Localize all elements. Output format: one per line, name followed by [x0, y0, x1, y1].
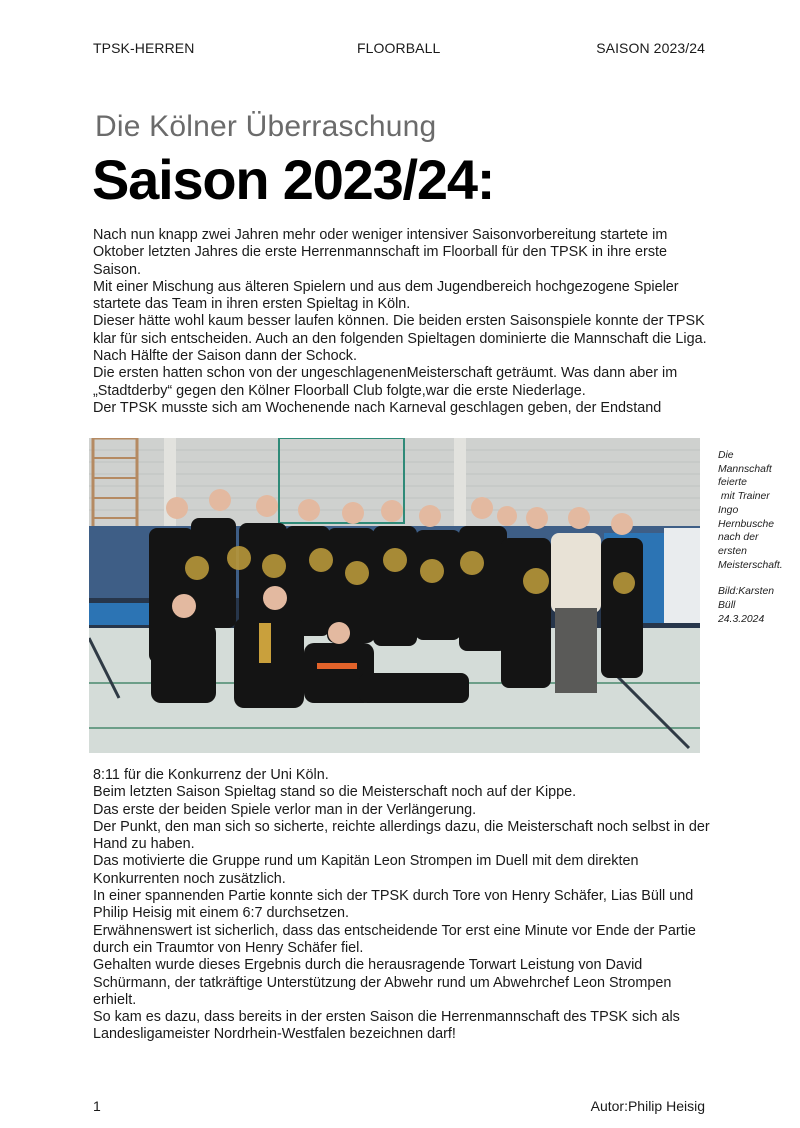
- running-footer: [93, 1098, 705, 1114]
- paragraph: Beim letzten Saison Spieltag stand so die Meisterschaft noch auf der Kippe.: [93, 784, 577, 801]
- caption-line: nach der: [718, 532, 759, 544]
- article-kicker: Die Kölner Überraschung: [95, 110, 437, 143]
- paragraph: Der TPSK musste sich am Wochenende nach Karneval geschlagen geben, der Endstand: [93, 399, 662, 416]
- article-title: Saison 2023/24:: [92, 148, 495, 211]
- article-continuation: [93, 767, 713, 1044]
- paragraph: Nach nun knapp zwei Jahren mehr oder weniger intensiver Saisonvorbereitung startete im Oktober letzten Jahres die erste Herrenmannschaft im Floorball für den TPSK in ihre erste Saison.: [93, 227, 668, 278]
- paragraph: Mit einer Mischung aus älteren Spielern und aus dem Jugendbereich hochgezogene Spieler startete das Team in ihren ersten Spieltag in Köln.: [93, 278, 679, 313]
- article-intro: [93, 227, 713, 417]
- team-photo-illustration: [89, 438, 700, 753]
- photo-caption: [718, 449, 796, 626]
- photo-credit: Bild:Karsten: [718, 586, 775, 598]
- header-center: FLOORBALL: [357, 40, 441, 56]
- photo-date: 24.3.2024: [718, 613, 765, 625]
- caption-line: Hernbusche: [718, 518, 775, 530]
- paragraph: So kam es dazu, dass bereits in der ersten Saison die Herrenmannschaft des TPSK sich als Landesligameister Nordrhein-Westfalen bezeichnen darf!: [93, 1009, 680, 1043]
- paragraph: Dieser hätte wohl kaum besser laufen können. Die beiden ersten Saisonspiele konnte der TPSK klar für sich entscheiden. Auch an den folgenden Spieltagen dominierte die Mannschaft die Liga. Nach Hälfte der Saison dann der Schock.: [93, 313, 707, 365]
- caption-line: Meisterschaft.: [718, 559, 783, 571]
- paragraph: In einer spannenden Partie konnte sich der TPSK durch Tore von Henry Schäfer, Lias Büll und Philip Heisig mit einem 6:7 durchsetzen.: [93, 888, 694, 922]
- caption-line: feierte: [718, 477, 747, 489]
- paragraph: Das erste der beiden Spiele verlor man in der Verlängerung.: [93, 801, 477, 818]
- paragraph: Gehalten wurde dieses Ergebnis durch die herausragende Torwart Leistung von David Schürmann, der tatkräftige Unterstützung der Abwehr rund um Abwehrchef Leon Strompen erhielt.: [93, 957, 672, 1008]
- team-photo: [89, 438, 700, 753]
- paragraph: Die ersten hatten schon von der ungeschlagenenMeisterschaft geträumt. Was dann aber im „Stadtderby“ gegen den Kölner Floorball Club folgte,war die erste Niederlage.: [93, 365, 678, 399]
- page-number: 1: [93, 1098, 101, 1114]
- photo-credit: Büll: [718, 600, 736, 612]
- paragraph: Der Punkt, den man sich so sicherte, reichte allerdings dazu, die Meisterschaft noch selbst in der Hand zu haben.: [93, 818, 710, 853]
- caption-line: ersten: [718, 545, 747, 557]
- author-credit: Autor:Philip Heisig: [590, 1098, 705, 1114]
- caption-line: Mannschaft: [718, 463, 772, 475]
- paragraph: Das motivierte die Gruppe rund um Kapitän Leon Strompen im Duell mit dem direkten Konkurrenten noch zusätzlich.: [93, 853, 639, 887]
- header-left: TPSK-HERREN: [93, 40, 195, 56]
- header-right: SAISON 2023/24: [596, 40, 705, 56]
- paragraph: 8:11 für die Konkurrenz der Uni Köln.: [93, 767, 329, 783]
- paragraph: Erwähnenswert ist sicherlich, dass das entscheidende Tor erst eine Minute vor Ende der Partie durch ein Traumtor von Henry Schäfer fiel.: [93, 922, 696, 956]
- caption-line: Die: [718, 450, 734, 461]
- running-header: [93, 40, 705, 56]
- caption-line: Ingo: [718, 504, 739, 516]
- caption-line: mit Trainer: [718, 491, 770, 503]
